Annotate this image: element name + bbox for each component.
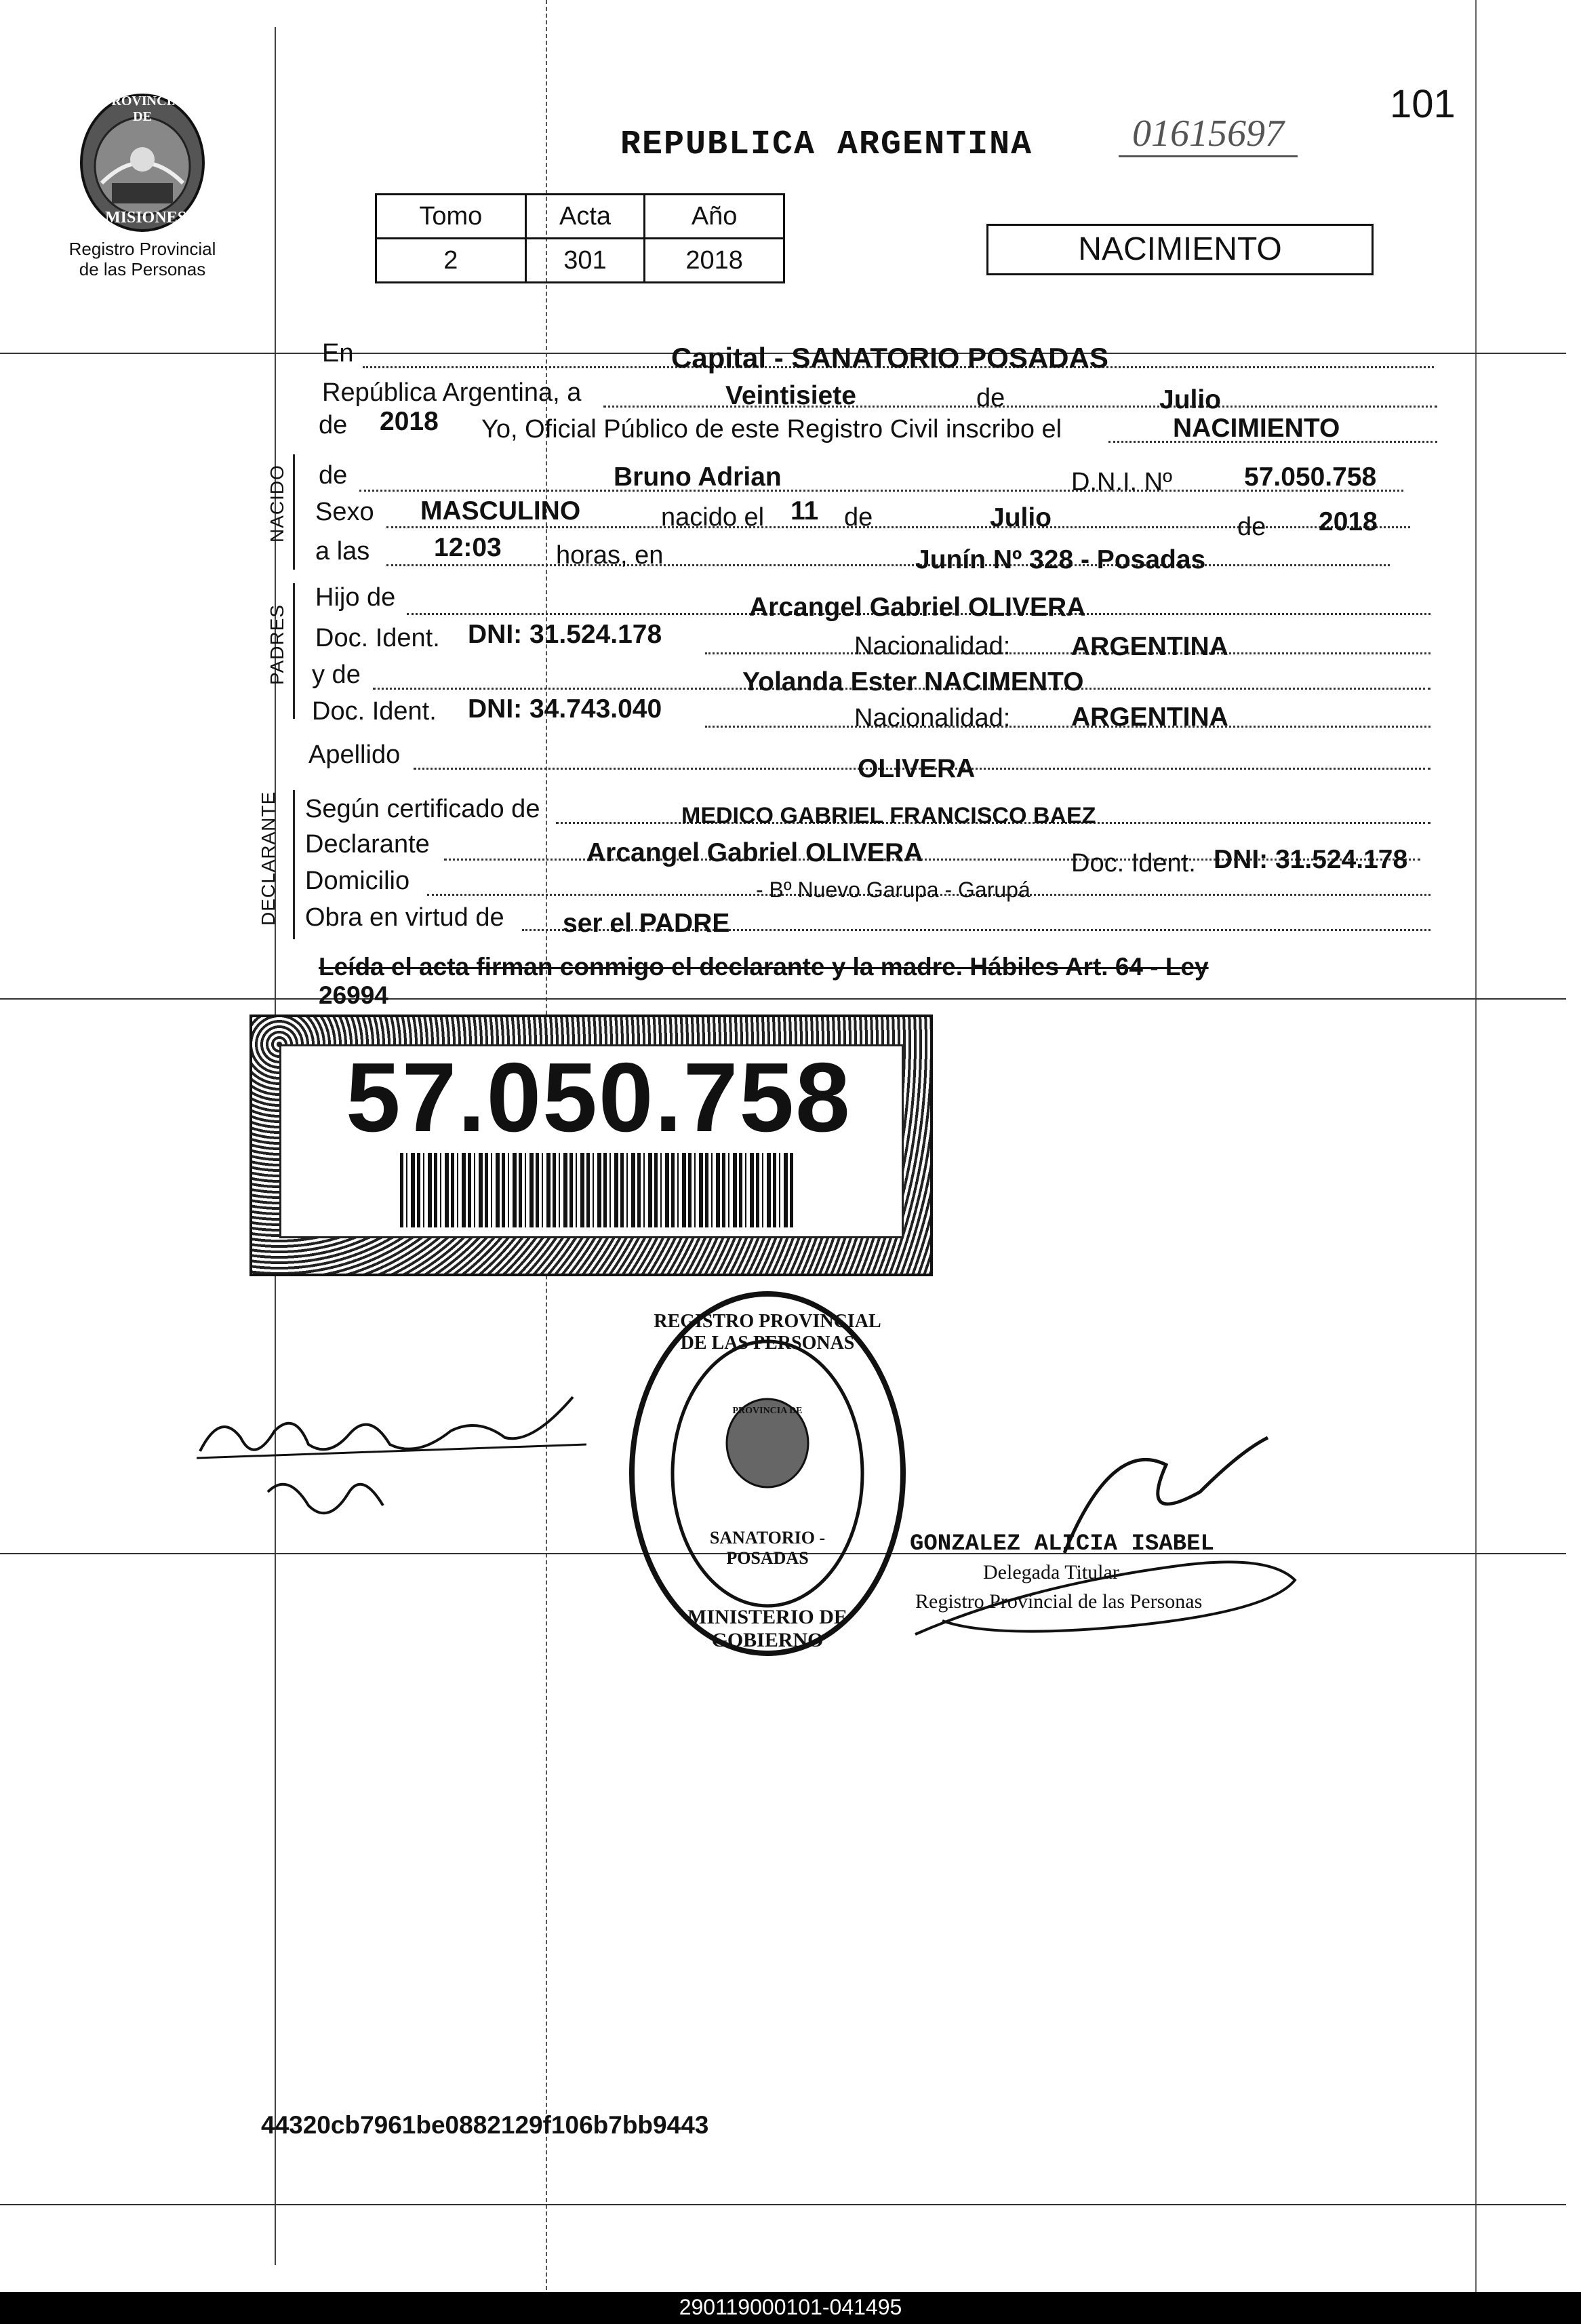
inscribo-value: NACIMIENTO [1173, 414, 1340, 443]
side-label-nacido: NACIDO [266, 465, 287, 543]
logo-bottom-text: MISIONES [105, 209, 187, 227]
sexo-label: Sexo [315, 498, 374, 526]
footer-barcode-text: 290119000101-041495 [679, 2295, 902, 2319]
apellido-label: Apellido [308, 741, 401, 769]
domicilio-value: - Bº Nuevo Garupa - Garupá [756, 878, 1030, 902]
birth-year: 2018 [1319, 507, 1378, 536]
side-label-padres: PADRES [266, 604, 287, 685]
country-title: REPUBLICA ARGENTINA [620, 125, 1033, 164]
row-father-doc [298, 620, 1437, 659]
row-declarante [298, 829, 1437, 878]
row-obra [298, 902, 1437, 941]
stamp-bottom-text: MINISTERIO DE GOBIERNO [687, 1606, 847, 1651]
official-org: Registro Provincial de las Personas [915, 1590, 1203, 1613]
father-doc-dots [705, 652, 1430, 654]
official-stamp [625, 1287, 910, 1660]
act-type-box: NACIMIENTO [986, 224, 1374, 275]
dni-value: 57.050.758 [1244, 462, 1377, 492]
official-role: Delegada Titular [983, 1561, 1119, 1583]
ano-header: Año [645, 195, 784, 239]
page-number: 101 [1390, 82, 1456, 126]
stamp-outer-text: REGISTRO PROVINCIAL DE LAS PERSONAS [654, 1311, 881, 1354]
official-name: GONZALEZ ALICIA ISABEL [910, 1531, 1214, 1557]
dni-big-number: 57.050.758 [346, 1042, 852, 1152]
declarant-signature [193, 1370, 600, 1539]
row-mother-doc [298, 693, 1437, 732]
declarante-bracket [293, 790, 295, 939]
de-label: de [976, 384, 1005, 412]
nacido-label: nacido el [661, 503, 765, 532]
de2-label: de [319, 411, 348, 439]
row-yo [298, 407, 1437, 450]
mother-doc-dots [705, 726, 1430, 728]
doc-label: Doc. Ident. [315, 624, 440, 652]
doc2-label: Doc. Ident. [312, 697, 437, 726]
horas-label: horas, en [556, 541, 664, 570]
mother-value: Yolanda Ester NACIMENTO [742, 667, 1084, 696]
hijo-label: Hijo de [315, 583, 396, 612]
de3-label: de [319, 461, 348, 490]
birth-day: 11 [790, 496, 819, 526]
document-hash: 44320cb7961be0882129f106b7bb9443 [261, 2111, 709, 2139]
obra-value: ser el PADRE [563, 909, 730, 938]
segun-label: Según certificado de [305, 795, 540, 823]
mother-nat: ARGENTINA [1071, 703, 1228, 732]
yo-text: Yo, Oficial Público de este Registro Civil inscribo el [481, 415, 1062, 444]
mother-doc: DNI: 34.743.040 [468, 694, 662, 724]
en-label: En [322, 339, 354, 368]
tomo-acta-ano-table [375, 193, 785, 283]
ano-value: 2018 [645, 239, 784, 283]
decl-doc-label: Doc. Ident. [1071, 849, 1196, 878]
nac-label: Nacionalidad: [854, 632, 1011, 661]
row-en [298, 339, 1437, 378]
domicilio-label: Domicilio [305, 867, 410, 895]
tomo-value: 2 [376, 239, 526, 283]
father-nat: ARGENTINA [1071, 632, 1228, 661]
year-value: 2018 [380, 407, 439, 436]
declarante-value: Arcangel Gabriel OLIVERA [586, 838, 923, 867]
fold-line-mid [0, 998, 1566, 1000]
row-sexo [298, 494, 1437, 541]
yde-label: y de [312, 661, 361, 689]
decl-doc-value: DNI: 31.524.178 [1214, 845, 1408, 874]
declarante-label: Declarante [305, 830, 430, 859]
row-domicilio [298, 865, 1437, 905]
hora-dots [386, 564, 1390, 566]
dni-barcode [400, 1153, 793, 1227]
row-segun [298, 792, 1437, 831]
alas-label: a las [315, 537, 370, 566]
registry-name [41, 239, 244, 279]
row-apellido [298, 741, 1437, 783]
nacido-bracket [293, 454, 295, 570]
fold-line-bottom [0, 2204, 1566, 2205]
serial-number: 01615697 [1119, 112, 1298, 157]
segun-value: MEDICO GABRIEL FRANCISCO BAEZ [681, 803, 1096, 829]
dni-label: D.N.I. Nº [1071, 468, 1172, 496]
leida-line1: Leída el acta firman conmigo el declarante y la madre. Hábiles Art. 64 - Ley [319, 953, 1209, 981]
day-value: Veintisiete [725, 381, 856, 410]
logo-top-text: PROVINCIA DE [103, 94, 182, 124]
time-value: 12:03 [434, 533, 502, 562]
nac2-label: Nacionalidad: [854, 704, 1011, 732]
father-doc: DNI: 31.524.178 [468, 620, 662, 649]
row-hijo [298, 583, 1437, 623]
father-value: Arcangel Gabriel OLIVERA [749, 593, 1086, 622]
registry-name-line1: Registro Provincial [68, 239, 216, 259]
province-logo [64, 81, 220, 237]
apellido-value: OLIVERA [858, 754, 976, 783]
sexo-value: MASCULINO [420, 496, 581, 526]
acta-value: 301 [525, 239, 645, 283]
tomo-header: Tomo [376, 195, 526, 239]
birth-month: Julio [990, 503, 1052, 532]
leida-line2: 26994 [319, 981, 388, 1009]
en-value: Capital - SANATORIO POSADAS [671, 342, 1108, 374]
row-hora [298, 530, 1437, 574]
acta-header: Acta [525, 195, 645, 239]
margin-line-right [1475, 0, 1477, 2306]
place-value: Junín Nº 328 - Posadas [915, 545, 1206, 574]
stamp-inner-top: PROVINCIA DE [732, 1406, 803, 1416]
name-value: Bruno Adrian [614, 462, 782, 492]
padres-bracket [293, 583, 295, 719]
obra-label: Obra en virtud de [305, 903, 504, 932]
de4-label: de [844, 503, 873, 532]
republica-label: República Argentina, a [322, 378, 582, 407]
registry-name-line2: de las Personas [79, 259, 206, 279]
month-value: Julio [1159, 385, 1222, 414]
stamp-inner-text: SANATORIO - POSADAS [709, 1528, 826, 1568]
side-label-declarante: DECLARANTE [258, 791, 279, 926]
row-nombre [298, 457, 1437, 496]
row-mother [298, 658, 1437, 697]
de5-label: de [1237, 513, 1266, 541]
